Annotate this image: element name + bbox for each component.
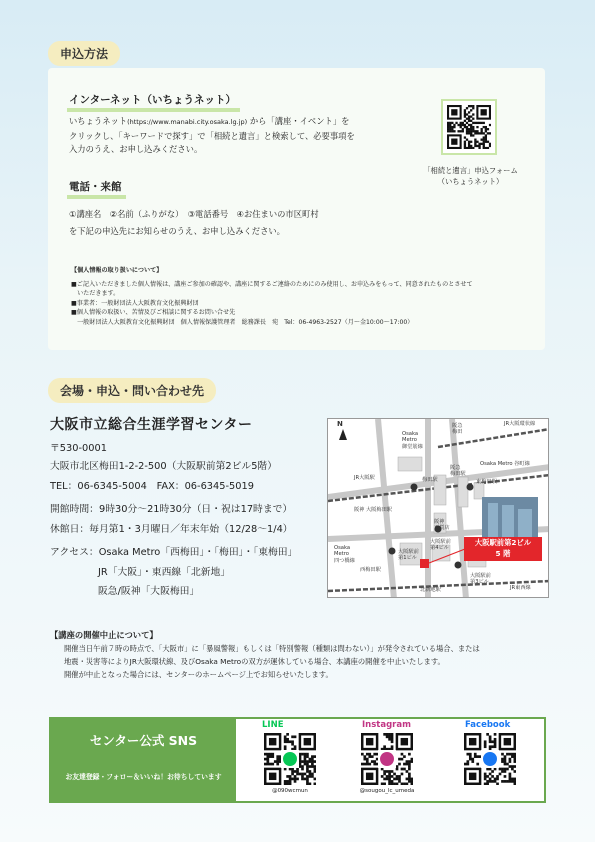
line-icon [283,752,297,766]
venue-closed: 休館日：毎月第1・3月曜日／年末年始（12/28～1/4） [50,524,293,535]
map-label: 東梅田駅 [476,479,497,485]
internet-line2: クリックし、「キーワードで探す」で「相続と遺言」と検索して、必要事項を [69,130,355,141]
instagram-handle: @sougou_lc_umeda [359,788,415,794]
phone-heading: 電話・来館 [67,181,126,199]
map-label: JR東西線 [510,585,531,591]
privacy-line: ■ご記入いただきました個人情報は、講座ご参加の確認や、講座に関するご連絡のためにのみ使用し、お申込みをもって、同意されたものとさせて [71,280,473,288]
map-label: Osaka Metro 四つ橋線 [334,545,355,564]
qr-pattern [464,733,516,785]
phone-text [69,206,469,240]
phone-line: を下記の申込先にお知らせのうえ、お申し込みください。 [69,226,285,236]
internet-line1b: から「講座・イベント」を [249,116,350,126]
internet-heading: インターネット（いちょうネット） [67,94,240,112]
map-label: 北新地駅 [420,587,441,593]
cancel-line: 地震・災害等によりJR大阪環状線、及びOsaka Metroの双方が運休している場合、本講座の開催を中止いたします。 [64,656,445,666]
venue-heading: 会場・申込・問い合わせ先 [60,384,205,398]
venue-hours: 開館時間：9時30分～21時30分（日・祝は17時まで） [50,504,293,515]
cancel-notice [64,643,480,681]
internet-url[interactable]: (https://www.manabi.city.osaka.lg.jp) [127,118,248,126]
line-qr-code[interactable] [264,733,316,785]
privacy-line: 一般財団法人大阪教育文化振興財団 個人情報保護管理者 総務課長 宛 Tel：06-4963-2527（月～金10:00～17:00） [71,318,414,326]
map-label: Osaka Metro 御堂筋線 [402,431,423,450]
venue-postal: 〒530-0001 [50,443,107,454]
apply-qr-caption [413,165,528,187]
facebook-qr-code[interactable] [464,733,516,785]
instagram-icon [380,752,394,766]
privacy-line: ■事業者：一般財団法人大阪教育文化振興財団 [71,299,199,307]
map-label: 西梅田駅 [360,567,381,573]
apply-heading-pill [48,41,120,66]
map-label: 大阪駅前 第4ビル [430,539,451,552]
line-handle: @090wcmun [272,788,308,794]
venue-access-3: 阪急/阪神「大阪梅田」 [98,586,200,597]
map-label: 梅田駅 [422,477,438,483]
map-label: 大阪駅前 第3ビル [470,573,491,586]
venue-name: 大阪市立総合生涯学習センター [50,417,253,433]
sns-banner [51,719,236,801]
map-label: 阪急 梅田駅 [450,465,466,478]
facebook-label: Facebook [465,720,511,730]
venue-access-2: JR「大阪」・東西線「北新地」 [98,567,231,578]
sns-subtitle: お友達登録・フォロー＆いいね！お待ちしています [65,773,222,781]
phone-items: ①講座名 ②名前（ふりがな） ③電話番号 ④お住まいの市区町村 [69,209,319,219]
apply-qr-code[interactable] [441,99,497,155]
qr-pattern [361,733,413,785]
instagram-label: Instagram [362,720,411,730]
line-label: LINE [262,720,284,730]
map-label: 阪神 大阪梅田駅 [354,507,392,513]
apply-qr-caption-2: （いちょうネット） [437,177,504,186]
apply-heading: 申込方法 [60,47,109,61]
cancel-line: 開催が中止となった場合には、センターのホームページ上でお知らせいたします。 [64,669,333,679]
map-label: 阪急 梅田 [452,423,463,436]
map-label: JR大阪駅 [354,475,375,481]
qr-pattern [264,733,316,785]
sns-title: センター公式 SNS [89,733,198,748]
map-callout-1: 大阪駅前第2ビル [474,538,532,547]
access-map [327,418,549,598]
map-label: 阪神 百貨店 [434,519,450,532]
map-label: JR大阪環状線 [504,421,536,427]
qr-pattern [447,105,491,149]
cancel-line: 開催当日午前７時の時点で、「大阪市」に「暴風警報」もしくは「特別警報（種類は問わない）」が発令されている場合、または [64,644,480,653]
privacy-line: ■個人情報の取扱い、苦情及びご相談に関するお問い合せ先 [71,309,236,317]
map-north: N [337,420,343,428]
internet-line3: 入力のうえ、お申し込みください。 [69,144,203,154]
privacy-notice [71,266,511,328]
venue-address: 大阪市北区梅田1-2-2-500（大阪駅前第2ビル5階） [50,461,278,472]
privacy-heading: 【個人情報の取り扱いについて】 [71,267,163,274]
map-callout-2: 5 階 [495,548,511,558]
map-label: 大阪駅前 第1ビル [398,549,419,562]
facebook-icon [483,752,497,766]
internet-text [69,115,419,157]
internet-line1a: いちょうネット [69,116,128,126]
venue-tel[interactable]: TEL：06-6345-5004 FAX：06-6345-5019 [50,481,254,492]
apply-qr-caption-1: 「相続と遺言」申込フォーム [423,166,518,175]
venue-heading-pill [48,378,216,403]
cancel-heading: 【講座の開催中止について】 [50,630,158,640]
map-label: Osaka Metro 谷町線 [480,461,530,467]
venue-access-1: アクセス：Osaka Metro「西梅田」・「梅田」・「東梅田」 [50,547,298,558]
map-callout [464,537,542,561]
instagram-qr-code[interactable] [361,733,413,785]
privacy-line: いただきます。 [71,290,120,298]
